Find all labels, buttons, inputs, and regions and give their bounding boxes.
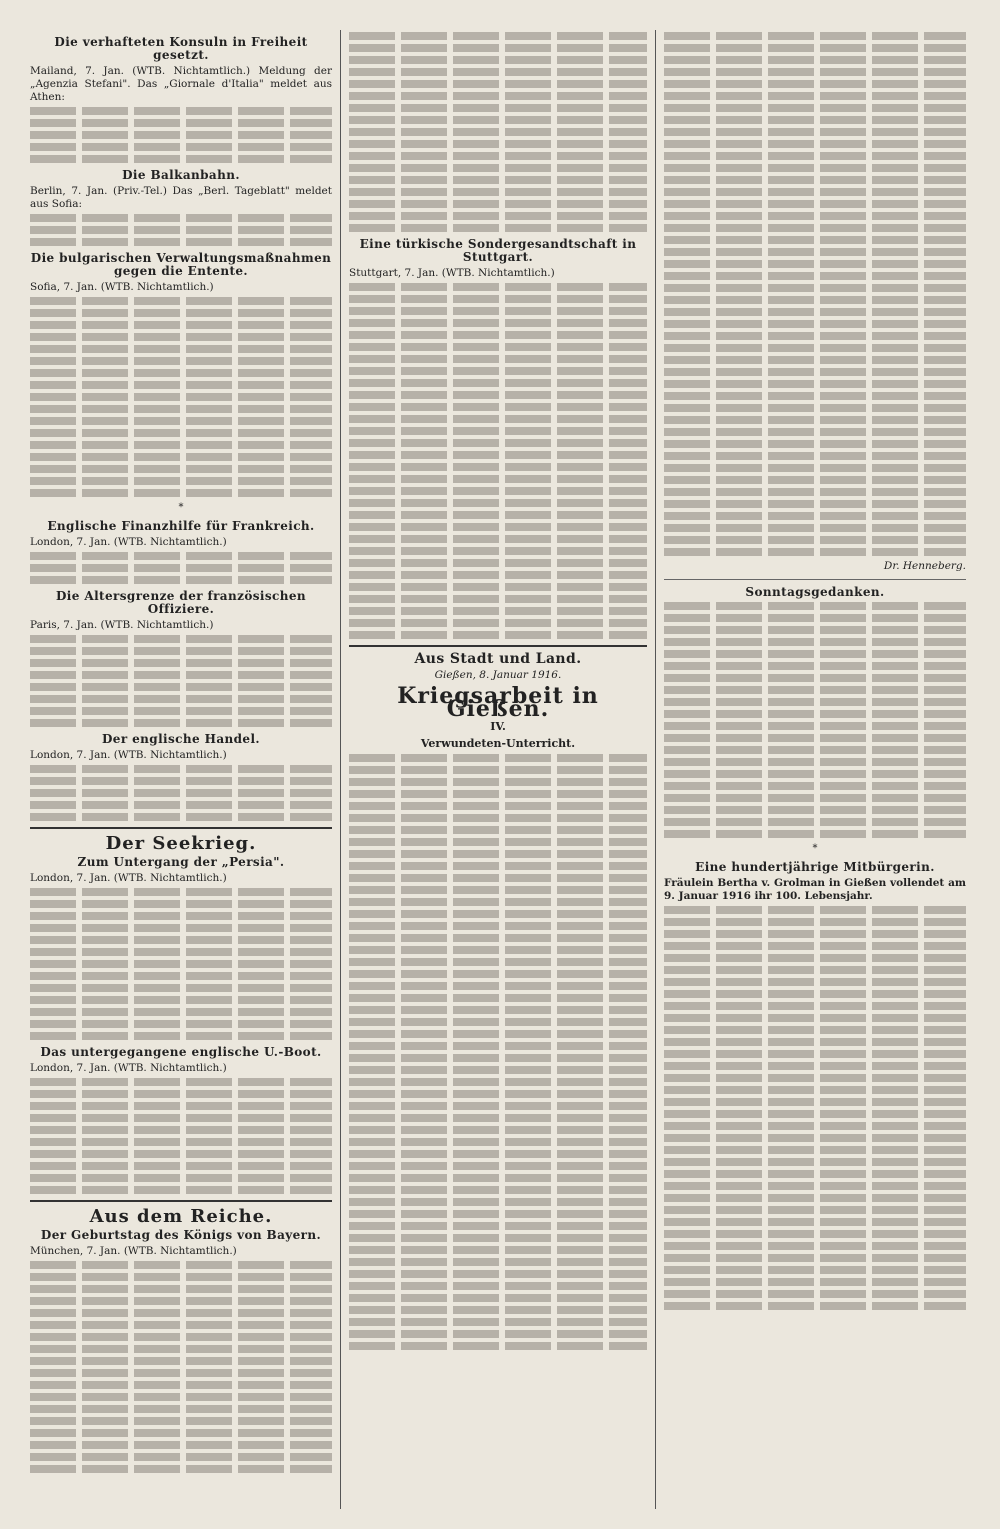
lead-persia: London, 7. Jan. (WTB. Nichtamtlich.) — [30, 872, 227, 884]
part-number: IV. — [490, 720, 506, 733]
lead-balkanbahn: Berlin, 7. Jan. (Priv.-Tel.) Das „Berl. Tageblatt" meldet aus Sofia: — [30, 185, 332, 210]
column-right — [656, 30, 974, 1509]
lead-finanzhilfe: London, 7. Jan. (WTB. Nichtamtlich.) — [30, 536, 227, 548]
column-middle — [340, 30, 656, 1509]
headline-persia: Zum Untergang der „Persia". — [77, 855, 285, 869]
lead-tuerkische-gesandtschaft: Stuttgart, 7. Jan. (WTB. Nichtamtlich.) — [349, 267, 555, 279]
lead-bulgarische: Sofia, 7. Jan. (WTB. Nichtamtlich.) — [30, 281, 214, 293]
headline-sonntagsgedanken: Sonntagsgedanken. — [745, 585, 885, 599]
lead-hundertjaehrige: Fräulein Bertha v. Grolman in Gießen vollendet am 9. Januar 1916 ihr 100. Lebensjahr. — [664, 877, 966, 902]
headline-koenig-bayern: Der Geburtstag des Königs von Bayern. — [40, 1228, 322, 1242]
lead-altersgrenze: Paris, 7. Jan. (WTB. Nichtamtlich.) — [30, 619, 214, 631]
headline-balkanbahn: Die Balkanbahn. — [122, 168, 240, 182]
headline-stadt-land: Aus Stadt und Land. — [414, 651, 582, 667]
lead-koenig-bayern: München, 7. Jan. (WTB. Nichtamtlich.) — [30, 1245, 237, 1257]
headline-hundertjaehrige: Eine hundertjährige Mitbürgerin. — [695, 860, 935, 874]
headline-konsuln: Die verhafteten Konsuln in Freiheit gesetzt. — [54, 35, 308, 62]
headline-bulgarische: Die bulgarischen Verwaltungsmaßnahmen gegen die Entente. — [30, 251, 332, 278]
separator-star-right: * — [812, 843, 818, 854]
headline-tuerkische-gesandtschaft: Eine türkische Sondergesandtschaft in Stuttgart. — [359, 237, 637, 264]
lead-handel: London, 7. Jan. (WTB. Nichtamtlich.) — [30, 749, 227, 761]
separator-star: * — [178, 502, 184, 513]
lead-uboot: London, 7. Jan. (WTB. Nichtamtlich.) — [30, 1062, 227, 1074]
headline-seekrieg: Der Seekrieg. — [105, 833, 257, 854]
headline-reiche: Aus dem Reiche. — [89, 1206, 273, 1227]
headline-finanzhilfe: Englische Finanzhilfe für Frankreich. — [47, 519, 315, 533]
headline-handel: Der englische Handel. — [101, 732, 260, 746]
headline-altersgrenze: Die Altersgrenze der französischen Offiziere. — [56, 589, 306, 616]
dateline: Gießen, 8. Januar 1916. — [434, 669, 562, 681]
column-left — [22, 30, 340, 1509]
subheadline-verwundeten: Verwundeten-Unterricht. — [420, 737, 576, 750]
headline-uboot: Das untergegangene englische U.-Boot. — [40, 1045, 322, 1059]
lead-konsuln: Mailand, 7. Jan. (WTB. Nichtamtlich.) Meldung der „Agenzia Stefani". Das „Giornale d'Italia" meldet aus Athen: — [30, 65, 332, 103]
signature-henneberg: Dr. Henneberg. — [883, 560, 966, 572]
headline-kriegsarbeit: Kriegsarbeit in Gießen. — [397, 683, 599, 722]
